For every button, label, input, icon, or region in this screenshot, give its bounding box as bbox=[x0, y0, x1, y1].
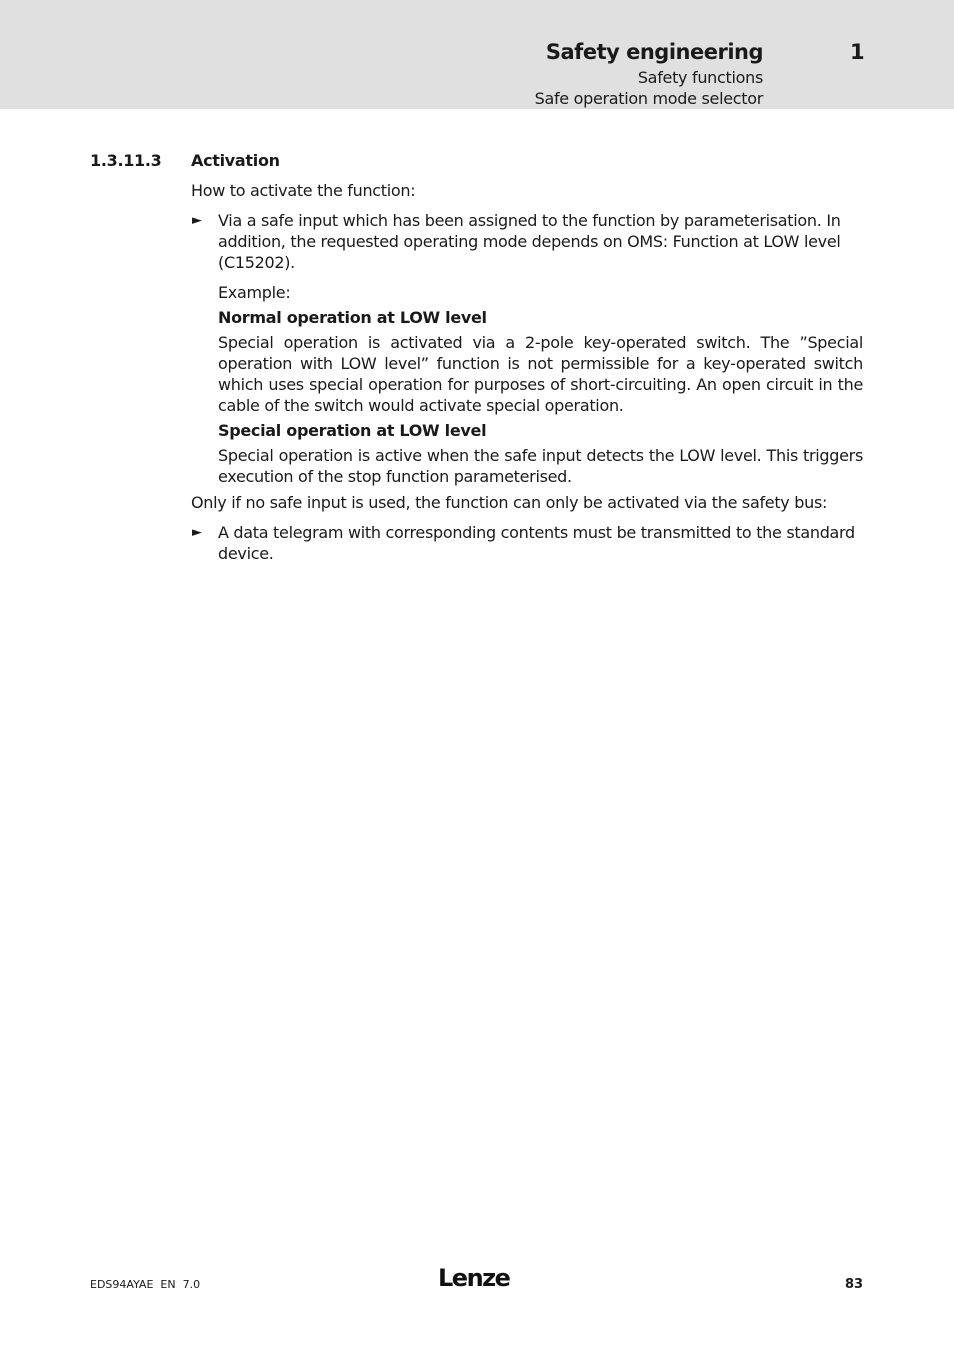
special-operation-text: Special operation is active when the safe input detects the LOW level. This triggers execution of the stop function parameterised. bbox=[218, 446, 863, 486]
only-if-text: Only if no safe input is used, the function can only be activated via the safety bus: bbox=[191, 493, 828, 512]
header-subtitle-1: Safety functions bbox=[637, 68, 763, 87]
normal-operation-text: Special operation is activated via a 2-pole key-operated switch. The ”Special operation with LOW level” function is not permissible for a key-operated switch which uses special operation for purposes of short-circuiting. An open circuit in the cable of the switch would activate special operation. bbox=[218, 333, 863, 415]
example-label: Example: bbox=[218, 283, 291, 302]
header-subtitle-2: Safe operation mode selector bbox=[534, 89, 763, 108]
chapter-title: Safety engineering bbox=[545, 40, 763, 64]
chapter-number: 1 bbox=[850, 40, 865, 64]
section-title: Activation bbox=[191, 151, 280, 170]
footer-document-id: EDS94AYAE EN 7.0 bbox=[90, 1278, 201, 1291]
main-content bbox=[191, 180, 863, 573]
special-operation-label: Special operation at LOW level bbox=[218, 421, 487, 440]
bullet-item-2 bbox=[191, 522, 863, 564]
bullet-arrow-icon: ► bbox=[192, 525, 202, 540]
bullet-text-2: A data telegram with corresponding contents must be transmitted to the standard device. bbox=[218, 523, 855, 563]
normal-operation-label: Normal operation at LOW level bbox=[218, 308, 487, 327]
lenze-logo: Lenze bbox=[438, 1264, 510, 1292]
bullet-text-1: Via a safe input which has been assigned to the function by parameterisation. In addition, the requested operating mode depends on OMS: Function at LOW level (C15202). bbox=[218, 211, 841, 272]
intro-text: How to activate the function: bbox=[191, 181, 416, 200]
example-block bbox=[218, 282, 863, 487]
header-band bbox=[0, 0, 954, 109]
page-number: 83 bbox=[845, 1277, 864, 1292]
section-number: 1.3.11.3 bbox=[90, 151, 162, 170]
bullet-item-1 bbox=[191, 210, 863, 273]
bullet-arrow-icon: ► bbox=[192, 213, 202, 228]
